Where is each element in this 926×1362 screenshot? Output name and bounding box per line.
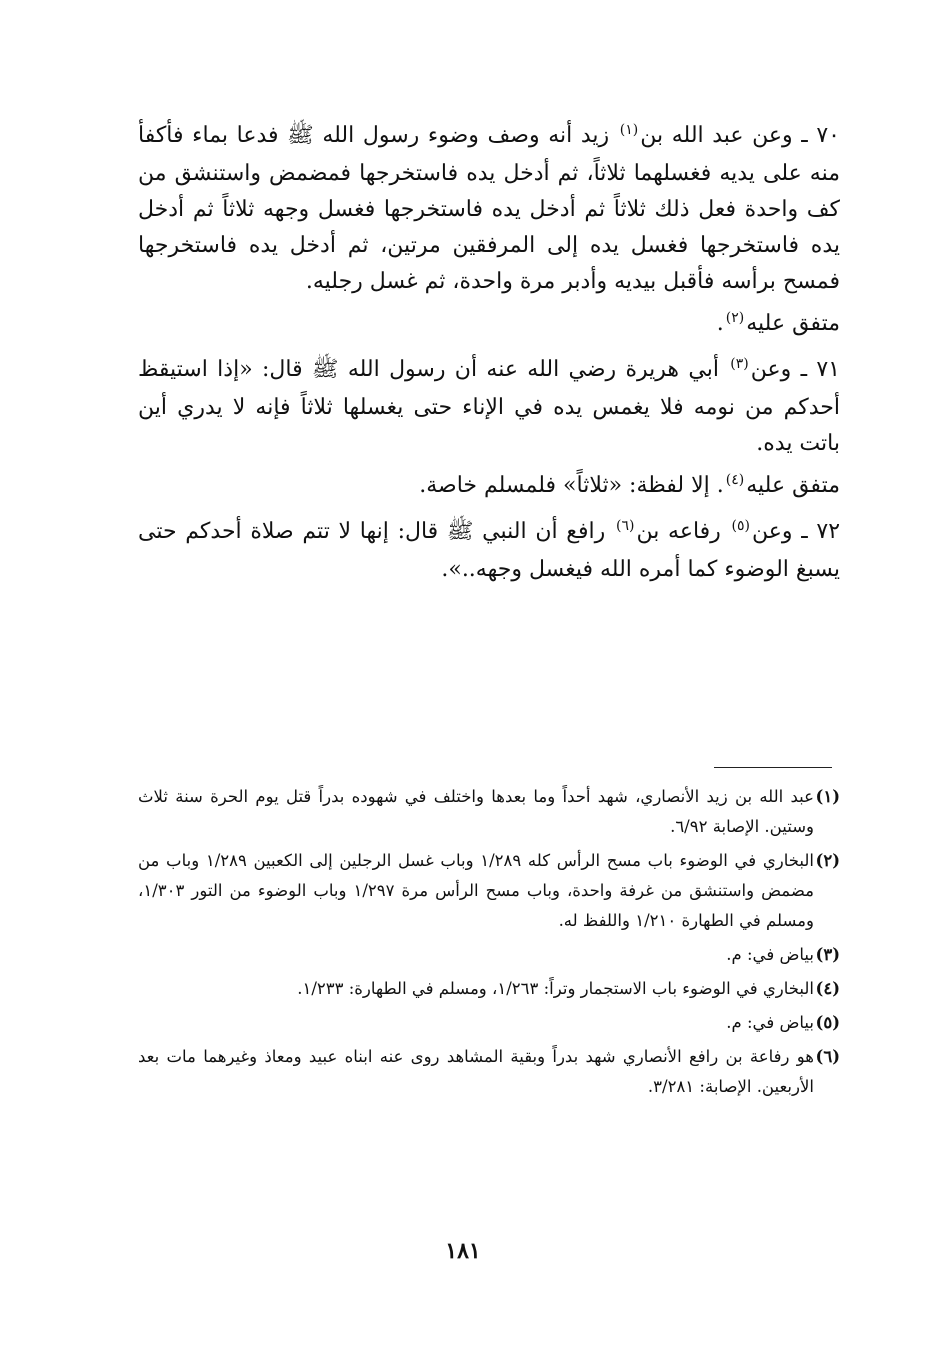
footnote-number: (٥): [815, 1013, 840, 1032]
footnote-text: بياض في: م.: [726, 1013, 814, 1032]
hadith-72-text-start: ٧٢ ـ وعن: [752, 519, 841, 544]
footnote-3: [138, 940, 840, 970]
hadith-72-text-rest: رافع أن النبي ﷺ قال: إنها لا تتم صلاة أحدكم حتى يسبغ الوضوء كما أمره الله فيغسل وجهه..».: [138, 519, 840, 582]
hadith-71-text-start: ٧١ ـ وعن: [750, 357, 840, 382]
footnote-text: عبد الله بن زيد الأنصاري، شهد أحداً وما بعدها واختلف في شهوده بدراً قتل يوم الحرة سنة ثلاث وستين. الإصابة ٦/٩٢.: [138, 787, 814, 836]
main-text: [138, 118, 840, 588]
footnotes-section: [138, 782, 840, 1106]
hadith-70-text-rest: زيد أنه وصف وضوء رسول الله ﷺ فدعا بماء فأكفأ منه على يديه فغسلهما ثلاثاً، ثم أدخل يده فاستخرجها فمضمض واستنشق من كف واحدة فعل ذلك ثلاثاً ثم أدخل يده فاستخرجها فغسل وجهه ثلاثاً ثم أدخل يده فاستخرجها فغسل يده إلى المرفقين مرتين، ثم أدخل يده فاستخرجها فمسح برأسه فأقبل بيديه وأدبر مرة واحدة، ثم غسل رجليه.: [138, 123, 840, 294]
hadith-70-text-start: ٧٠ ـ وعن عبد الله بن: [640, 123, 840, 148]
footnote-text: هو رفاعة بن رافع الأنصاري شهد بدراً وبقية المشاهد روى عنه ابناه عبيد ومعاذ وغيرهما مات بعد الأربعين. الإصابة: ٣/٢٨١.: [138, 1047, 814, 1096]
footnote-ref-1: (١): [619, 122, 639, 138]
hadith-71-text-rest: أبي هريرة رضي الله عنه أن رسول الله ﷺ قال: «إذا استيقظ أحدكم من نومه فلا يغمس يده في الإناء حتى يغسلها ثلاثاً فإنه لا يدري أين باتت يده.: [138, 357, 840, 456]
footnote-2: [138, 846, 840, 936]
footnote-ref-6: (٦): [615, 518, 635, 534]
footnote-4: [138, 974, 840, 1004]
footnote-5: [138, 1008, 840, 1038]
footnote-text: البخاري في الوضوء باب الاستجمار وتراً: ١/٢٦٣، ومسلم في الطهارة: ١/٢٣٣.: [297, 979, 814, 998]
footnote-number: (١): [815, 787, 840, 806]
footnote-number: (٤): [815, 979, 840, 998]
hadith-70-paragraph: [138, 118, 840, 300]
footnote-separator: [714, 767, 832, 768]
hadith-70-source-text: متفق عليه: [746, 311, 840, 336]
footnote-number: (٢): [815, 851, 840, 870]
footnote-ref-5: (٥): [731, 518, 750, 534]
footnote-ref-2: (٢): [725, 310, 745, 326]
hadith-72-text-middle: رفاعه بن: [636, 519, 721, 544]
footnote-text: البخاري في الوضوء باب مسح الرأس كله ١/٢٨٩ وباب غسل الرجلين إلى الكعبين ١/٢٨٩ وباب من مضمض واستنشق من غرفة واحدة، وباب مسح الرأس مرة ١/٢٩٧ وباب الوضوء من التور ١/٣٠٣، ومسلم في الطهارة ١/٢١٠ واللفظ له.: [138, 851, 814, 930]
hadith-71-paragraph: [138, 352, 840, 462]
page-number: ١٨١: [445, 1238, 481, 1264]
hadith-70-source: [138, 306, 840, 344]
hadith-71-source-end: . إلا لفظة: «ثلاثاً» فلمسلم خاصة.: [419, 473, 724, 498]
footnote-number: (٣): [815, 945, 840, 964]
footnote-ref-3: (٣): [730, 356, 749, 372]
hadith-71-source-text: متفق عليه: [746, 473, 840, 498]
hadith-71-source: [138, 468, 840, 506]
footnote-1: [138, 782, 840, 842]
footnote-6: [138, 1042, 840, 1102]
hadith-72-paragraph: [138, 514, 840, 588]
footnote-text: بياض في: م.: [726, 945, 814, 964]
footnote-ref-4: (٤): [725, 472, 745, 488]
footnote-number: (٦): [815, 1047, 840, 1066]
hadith-70-source-end: .: [716, 311, 724, 336]
